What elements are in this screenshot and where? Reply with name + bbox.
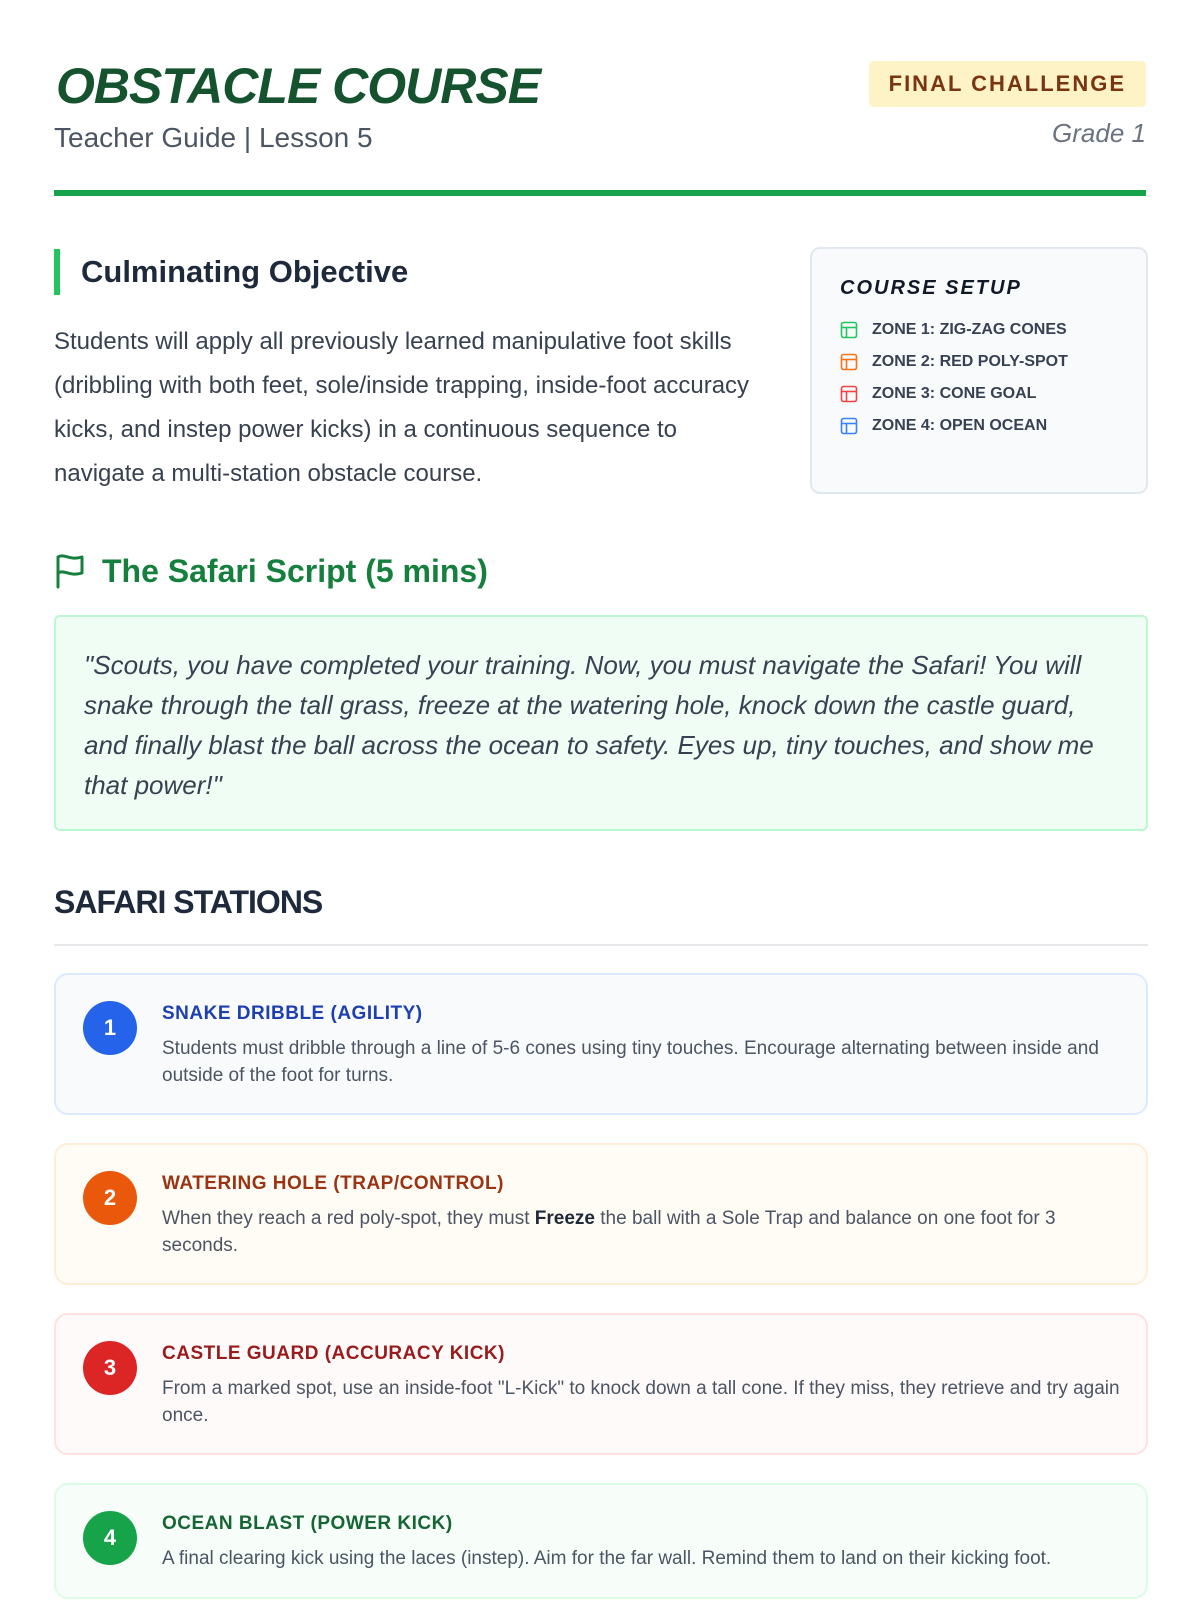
flag-icon [54,553,86,589]
page-title: OBSTACLE COURSE [56,58,541,114]
section-divider [54,944,1148,946]
station-card-watering-hole [54,1143,1148,1285]
stations-heading: SAFARI STATIONS [54,884,323,920]
station-description: Students must dribble through a line of 5-6 cones using tiny touches. Encourage alternating between inside and outside of the foot for turns. [162,1038,1099,1086]
zone-item [840,314,1146,346]
description-text: the ball with a Sole Trap and balance on one foot for 3 seconds. [162,1208,1056,1256]
emphasis-text: Freeze [534,1208,595,1229]
station-card-castle-guard [54,1313,1148,1455]
layout-icon [840,417,858,435]
station-title: OCEAN BLAST (POWER KICK) [162,1513,453,1534]
script-heading-text: The Safari Script (5 mins) [102,552,488,589]
station-description: A final clearing kick using the laces (instep). Aim for the far wall. Remind them to land on their kicking foot. [162,1548,1052,1569]
zone-label: ZONE 3: CONE GOAL [872,385,1037,402]
zone-item [840,378,1146,410]
station-number-badge: 3 [83,1341,137,1395]
station-title: WATERING HOLE (TRAP/CONTROL) [162,1173,504,1194]
objective-text: Students will apply all previously learned manipulative foot skills (dribbling with both feet, sole/inside trapping, inside-foot accuracy kicks, and instep power kicks) in a continuous sequence to navigate a multi-station obstacle course. [54,328,750,487]
page-header [54,52,1146,196]
layout-icon [840,321,858,339]
station-description: From a marked spot, use an inside-foot "L-Kick" to knock down a tall cone. If they miss, they retrieve and try again once. [162,1378,1120,1426]
station-number-badge: 1 [83,1001,137,1055]
station-description [162,1205,1122,1259]
zone-label: ZONE 4: OPEN OCEAN [872,417,1048,434]
zone-label: ZONE 1: ZIG-ZAG CONES [872,321,1067,338]
station-number-badge: 2 [83,1171,137,1225]
station-title: CASTLE GUARD (ACCURACY KICK) [162,1343,505,1364]
script-heading [54,547,488,595]
layout-icon [840,353,858,371]
safari-script-quote: "Scouts, you have completed your training. Now, you must navigate the Safari! You will snake through the tall grass, freeze at the watering hole, knock down the castle guard, and finally blast the ball across the ocean to safety. Eyes up, tiny touches, and show me that power!" [54,615,1148,831]
objective-heading: Culminating Objective [54,249,408,295]
description-text: When they reach a red poly-spot, they must [162,1208,535,1229]
challenge-badge: FINAL CHALLENGE [869,61,1146,107]
station-card-snake-dribble [54,973,1148,1115]
layout-icon [840,385,858,403]
zone-label: ZONE 2: RED POLY-SPOT [872,353,1068,370]
station-title: SNAKE DRIBBLE (AGILITY) [162,1003,423,1024]
zone-item [840,410,1146,442]
grade-label: Grade 1 [1052,118,1146,148]
station-card-ocean-blast [54,1483,1148,1599]
page-subtitle: Teacher Guide | Lesson 5 [54,122,373,153]
course-setup-title: COURSE SETUP [840,277,1022,299]
station-number-badge: 4 [83,1511,137,1565]
course-setup-card [810,247,1148,494]
zone-item [840,346,1146,378]
